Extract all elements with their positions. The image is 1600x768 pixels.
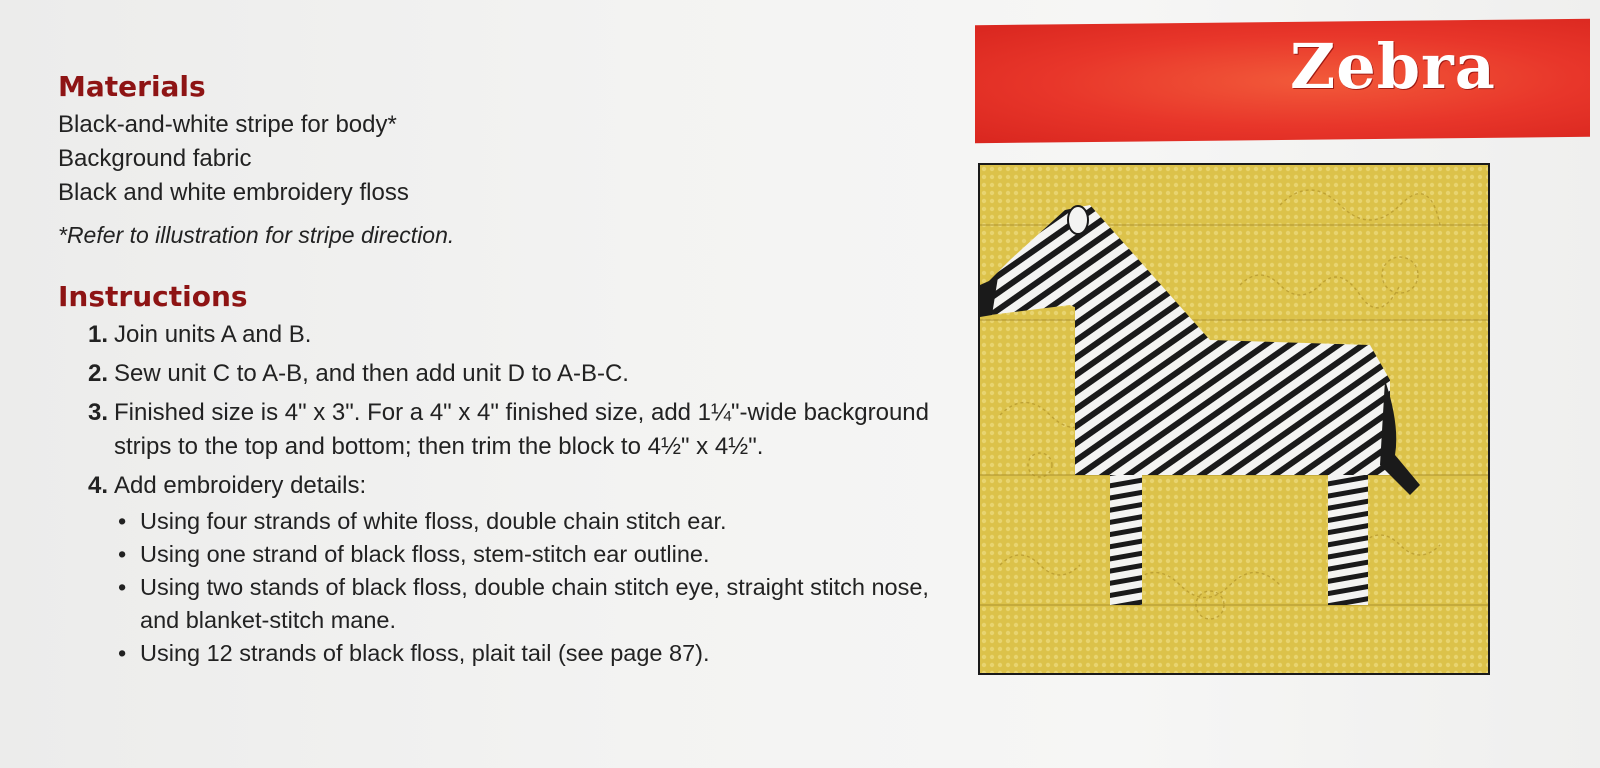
- step-text: Add embroidery details:: [114, 472, 367, 499]
- step-text: Join units A and B.: [114, 321, 312, 348]
- bullet-dot-icon: •: [118, 541, 127, 567]
- bullet-text: Using four strands of white floss, double chain stitch ear.: [140, 508, 727, 534]
- bullet-item: [114, 538, 938, 571]
- step-text: Sew unit C to A-B, and then add unit D to A-B-C.: [114, 360, 629, 387]
- zebra-back-leg: [1328, 475, 1368, 605]
- step-number: 4.: [87, 472, 108, 499]
- step-number: 2.: [87, 360, 108, 387]
- instruction-step: [58, 357, 938, 391]
- title-banner: [975, 19, 1590, 143]
- materials-list: [58, 108, 938, 210]
- bullet-dot-icon: •: [118, 640, 127, 666]
- embroidery-bullets: [114, 505, 938, 670]
- step-number: 1.: [87, 321, 108, 348]
- materials-item: Black and white embroidery floss: [58, 179, 409, 206]
- instructions-list: [58, 318, 938, 670]
- step-number: 3.: [87, 399, 108, 426]
- materials-note: *Refer to illustration for stripe direction.: [58, 222, 455, 248]
- zebra-illustration: [980, 165, 1488, 673]
- instruction-step: [58, 469, 938, 670]
- zebra-front-leg: [1110, 475, 1142, 605]
- bullet-item: [114, 571, 938, 637]
- bullet-dot-icon: •: [118, 574, 127, 600]
- zebra-quilt-block-image: [978, 163, 1490, 675]
- instructions-heading: Instructions: [58, 280, 248, 313]
- instruction-step: [58, 396, 938, 464]
- bullet-item: [114, 637, 938, 670]
- materials-heading: Materials: [58, 70, 206, 103]
- page-title: Zebra: [1290, 30, 1496, 103]
- text-column: [58, 70, 938, 675]
- zebra-ear: [1068, 206, 1088, 234]
- bullet-text: Using 12 strands of black floss, plait tail (see page 87).: [140, 640, 710, 666]
- step-text: Finished size is 4" x 3". For a 4" x 4" finished size, add 1¼"-wide background strips to the top and bottom; then trim the block to 4½" x 4½".: [114, 399, 930, 460]
- bullet-dot-icon: •: [118, 508, 127, 534]
- bullet-item: [114, 505, 938, 538]
- instruction-step: [58, 318, 938, 352]
- bullet-text: Using two stands of black floss, double chain stitch eye, straight stitch nose, and blanket-stitch mane.: [140, 574, 929, 633]
- bullet-text: Using one strand of black floss, stem-stitch ear outline.: [140, 541, 710, 567]
- materials-item: Black-and-white stripe for body*: [58, 111, 397, 138]
- materials-item: Background fabric: [58, 145, 252, 172]
